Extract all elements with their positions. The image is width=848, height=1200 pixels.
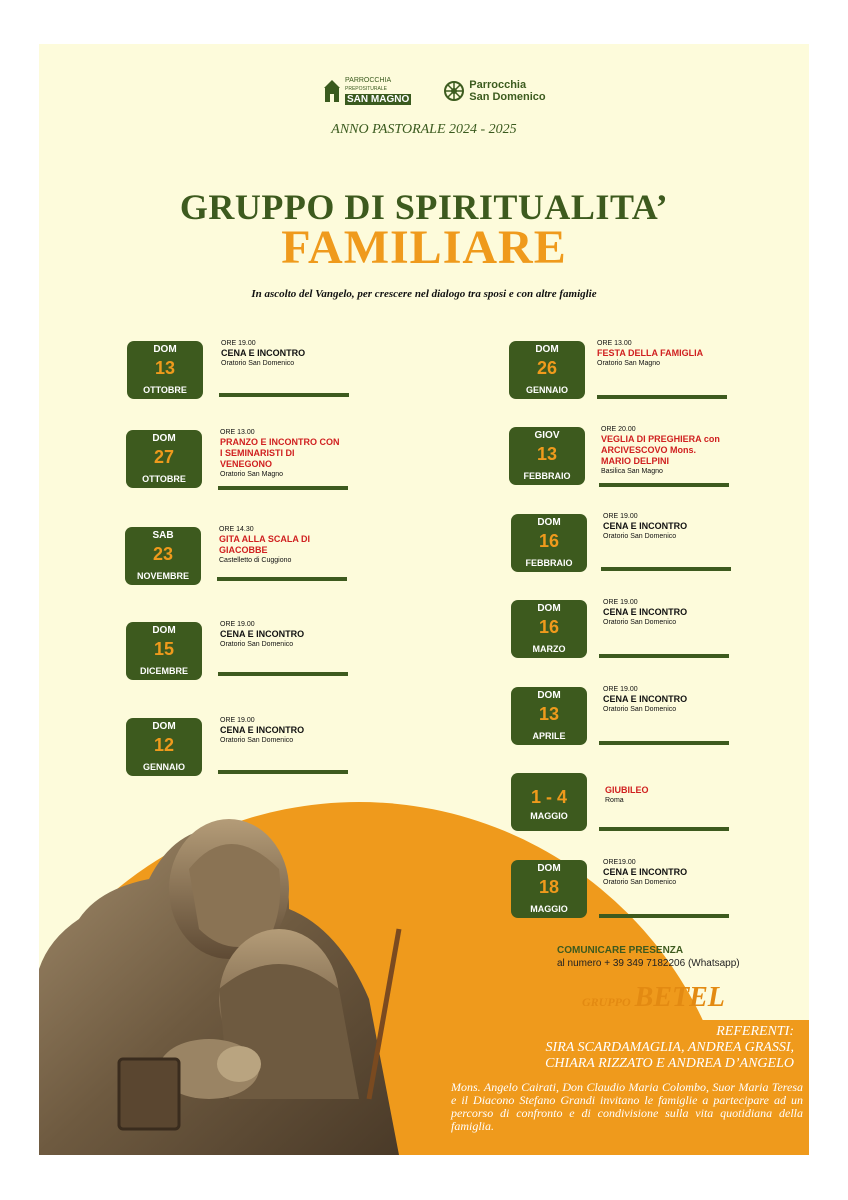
event-info [219,525,319,566]
date-number: 15 [153,639,175,659]
event-place: Oratorio San Domenico [220,641,294,648]
event-info [220,716,370,746]
event-underline [218,770,348,774]
group-title: BETEL [634,982,725,1013]
event-underline [601,567,731,571]
group-name [582,982,725,1014]
event-place: Oratorio San Domenico [220,737,294,744]
event-underline [599,483,729,487]
date-number: 12 [153,735,175,755]
date-weekday: DOM [152,433,176,444]
event-underline [218,486,348,490]
rosette-icon [443,80,465,102]
date-weekday: GIOV [534,430,560,441]
event-name: GITA ALLA SCALA DI GIACOBBE [219,534,310,555]
date-box [511,860,587,918]
date-number: 1 - 4 [530,787,568,807]
date-weekday: DOM [537,690,561,701]
event-underline [217,577,347,581]
date-box [511,773,587,831]
event-time: ORE 19.00 [603,686,638,693]
event-name: FESTA DELLA FAMIGLIA [597,348,704,358]
event-name: CENA E INCONTRO [603,694,688,704]
referents-line-2: CHIARA RIZZATO E ANDREA D’ANGELO [545,1056,794,1071]
event-place: Oratorio San Magno [220,471,284,478]
event-underline [599,741,729,745]
date-month: MARZO [532,644,566,654]
event-place: Oratorio San Domenico [221,360,295,367]
event-time: ORE 19.00 [603,599,638,606]
event-info [597,339,747,369]
date-number: 23 [152,544,174,564]
event-info [601,425,721,477]
event-underline [597,395,727,399]
event-place: Oratorio San Domenico [603,619,677,626]
church-icon [322,78,342,104]
group-prefix: GRUPPO [582,995,631,1009]
event-place: Castelletto di Cuggiono [219,557,292,564]
subtitle: In ascolto del Vangelo, per crescere nel dialogo tra sposi e con altre famiglie [251,288,597,300]
date-weekday: DOM [152,625,176,636]
date-month: FEBBRAIO [525,558,573,568]
event-underline [599,827,729,831]
event-time: ORE 19.00 [221,340,256,347]
event-info [220,428,340,480]
date-box [509,341,585,399]
event-underline [218,672,348,676]
date-box [126,622,202,680]
logo-parrocchia-text: PARROCCHIA [345,77,392,84]
date-box [126,430,202,488]
date-number: 27 [153,447,175,467]
date-weekday: DOM [537,517,561,528]
date-month: FEBBRAIO [523,471,571,481]
date-box [127,341,203,399]
event-time: ORE 13.00 [597,340,632,347]
date-number: 13 [154,358,176,378]
invitation-text: Mons. Angelo Cairati, Don Claudio Maria Colombo, Suor Maria Teresa e il Diacono Stefano Grandi invitano le famiglie a partecipare ad un percorso di confronto e di condivisione sulla vita quotidiana della famiglia. [451,1080,803,1133]
event-place: Basilica San Magno [601,468,663,475]
event-info [605,785,755,806]
date-month: MAGGIO [530,904,568,914]
title-line-1: GRUPPO DI SPIRITUALITA’ [179,187,669,227]
date-box [509,427,585,485]
date-number: 16 [538,531,560,551]
event-place: Oratorio San Domenico [603,533,677,540]
san-domenico-logo [443,79,545,103]
date-weekday: DOM [535,344,559,355]
date-weekday: DOM [537,863,561,874]
date-box [511,514,587,572]
event-info [603,685,753,715]
referents-heading: REFERENTI: [716,1024,794,1039]
date-weekday: DOM [537,603,561,614]
date-number: 13 [538,704,560,724]
date-month: OTTOBRE [142,474,186,484]
event-time: ORE 13.00 [220,429,255,436]
event-time: ORE 19.00 [220,621,255,628]
parish-logos [322,77,546,105]
date-number: 18 [538,877,560,897]
title-line-2: FAMILIARE [281,221,567,274]
date-number: 13 [536,444,558,464]
event-place: Oratorio San Magno [597,360,661,367]
logo-prepositurale-text: PREPOSITURALE [345,86,387,92]
pastoral-year: ANNO PASTORALE 2024 - 2025 [331,122,517,137]
date-weekday: SAB [152,530,174,541]
event-name: PRANZO E INCONTRO CON I SEMINARISTI DI VENEGONO [220,437,340,469]
date-month: GENNAIO [142,762,185,772]
date-month: GENNAIO [525,385,568,395]
date-box [511,600,587,658]
contact-block [557,944,740,970]
referents-line-1: SIRA SCARDAMAGLIA, ANDREA GRASSI, [545,1040,794,1055]
event-name: CENA E INCONTRO [603,607,688,617]
holy-family-statue-image [39,799,419,1155]
date-month: OTTOBRE [143,385,187,395]
event-info [221,339,371,369]
event-underline [599,914,729,918]
san-magno-logo [322,77,411,105]
event-time: ORE 14.30 [219,526,254,533]
event-place: Oratorio San Domenico [603,706,677,713]
event-name: CENA E INCONTRO [220,725,305,735]
event-info [603,598,753,628]
date-month: MAGGIO [530,811,568,821]
date-weekday: DOM [152,721,176,732]
event-underline [599,654,729,658]
event-info [220,620,370,650]
logo-parrocchia-label: Parrocchia [469,79,527,91]
date-month: DICEMBRE [139,666,188,676]
event-name: CENA E INCONTRO [221,348,306,358]
event-time: ORE 19.00 [220,717,255,724]
event-place: Oratorio San Domenico [603,879,677,886]
event-name: CENA E INCONTRO [603,867,688,877]
event-name: VEGLIA DI PREGHIERA con ARCIVESCOVO Mons. MARIO DELPINI [601,434,720,466]
event-info [603,858,753,888]
event-time: ORE 20.00 [601,426,636,433]
logo-san-magno-text: SAN MAGNO [347,94,410,105]
event-name: GIUBILEO [605,785,649,795]
date-weekday: DOM [153,344,177,355]
date-number: 16 [538,617,560,637]
date-month: NOVEMBRE [136,571,189,581]
referents-block [434,1024,794,1072]
date-box [511,687,587,745]
contact-heading: COMUNICARE PRESENZA [557,945,684,956]
event-time: ORE 19.00 [603,513,638,520]
date-month: APRILE [532,731,566,741]
date-box [126,718,202,776]
event-name: CENA E INCONTRO [220,629,305,639]
contact-phone: al numero + 39 349 7182206 (Whatsapp) [557,958,740,969]
logo-san-domenico-label: San Domenico [469,91,546,103]
event-underline [219,393,349,397]
event-info [603,512,753,542]
event-name: CENA E INCONTRO [603,521,688,531]
poster [39,44,809,1155]
date-number: 26 [536,358,558,378]
event-time: ORE19.00 [603,859,636,866]
event-place: Roma [605,797,624,804]
date-box [125,527,201,585]
